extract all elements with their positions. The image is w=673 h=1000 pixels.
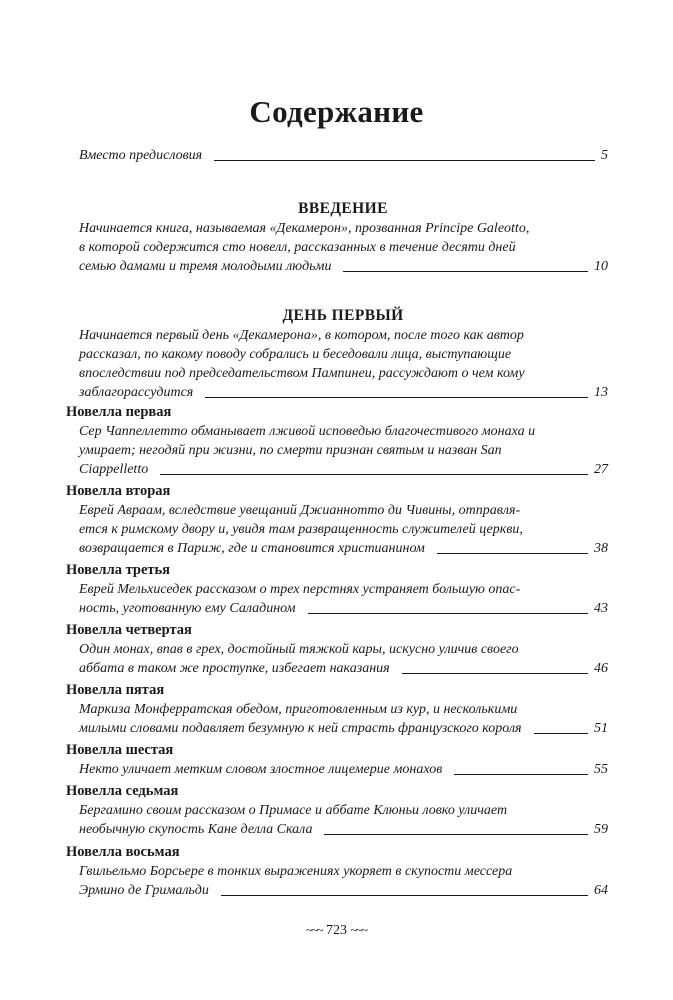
novella-title: Новелла седьмая <box>66 783 179 799</box>
entry-line: Сер Чаппеллетто обманывает лживой исповедью благочестивого монаха и <box>79 424 536 439</box>
dot-leader <box>437 553 588 554</box>
entry-line: Начинается книга, называемая «Декамерон», прозванная Principe Galeotto, <box>79 221 530 236</box>
entry-text: необычную скупость Кане делла Скала <box>79 822 313 837</box>
entry-line: Гвильельмо Борсьере в тонких выражениях укоряет в скупости мессера <box>79 864 513 879</box>
toc-entry-novella-4[interactable] <box>66 621 608 678</box>
section-heading: ВВЕДЕНИЕ <box>298 200 388 217</box>
entry-text: семью дамами и тремя молодыми людьми <box>79 259 332 274</box>
entry-text: Некто уличает метким словом злостное лицемерие монахов <box>79 762 443 777</box>
entry-text: Вместо предисловия <box>79 148 203 163</box>
entry-line: в которой содержится сто новелл, рассказанных в течение десяти дней <box>79 240 516 255</box>
toc-entry-intro[interactable] <box>66 219 608 276</box>
entry-line: Один монах, впав в грех, достойный тяжкой кары, искусно уличив своего <box>79 642 519 657</box>
page-folio <box>0 923 673 939</box>
entry-text: ность, уготованную ему Саладином <box>79 601 296 616</box>
entry-text: заблагорассудится <box>79 385 194 400</box>
toc-entry-preface[interactable] <box>66 146 608 165</box>
dot-leader <box>534 733 588 734</box>
entry-text: возвращается в Париж, где и становится христианином <box>79 541 425 556</box>
dot-leader <box>402 673 588 674</box>
toc-entry-novella-1[interactable] <box>66 403 608 479</box>
novella-title: Новелла первая <box>66 404 172 420</box>
ornament-right-icon: ~~~ <box>350 923 367 938</box>
page-number: 38 <box>594 541 608 556</box>
toc-entry-novella-8[interactable] <box>66 843 608 900</box>
toc-entry-novella-2[interactable] <box>66 482 608 558</box>
entry-line: рассказал, по какому поводу собрались и беседовали лица, выступающие <box>79 347 512 362</box>
toc-entry-day1[interactable] <box>66 326 608 402</box>
entry-text: Эрмино де Гримальди <box>79 883 209 898</box>
page-number: 27 <box>594 462 608 477</box>
entry-line: Начинается первый день «Декамерона», в котором, после того как автор <box>79 328 524 343</box>
page-number: 46 <box>594 661 608 676</box>
page-number: 64 <box>594 883 608 898</box>
dot-leader <box>454 774 588 775</box>
entry-text: милыми словами подавляет безумную к ней страсть французского короля <box>79 721 522 736</box>
page-number: 5 <box>601 148 608 163</box>
folio-number: 723 <box>326 923 347 938</box>
novella-title: Новелла восьмая <box>66 844 180 860</box>
toc-entry-novella-7[interactable] <box>66 782 608 839</box>
entry-line: Маркиза Монферратская обедом, приготовленным из кур, и несколькими <box>79 702 518 717</box>
dot-leader <box>221 895 588 896</box>
dot-leader <box>324 834 588 835</box>
entry-line: впоследствии под председательством Пампинеи, рассуждают о чем кому <box>79 366 525 381</box>
page-number: 43 <box>594 601 608 616</box>
dot-leader <box>160 474 588 475</box>
dot-leader <box>214 160 595 161</box>
novella-title: Новелла пятая <box>66 682 165 698</box>
entry-line: Еврей Мельхиседек рассказом о трех перстнях устраняет большую опас- <box>79 582 521 597</box>
novella-title: Новелла вторая <box>66 483 171 499</box>
entry-line: Еврей Авраам, вследствие увещаний Джианнотто ди Чивины, отправля- <box>79 503 521 518</box>
novella-title: Новелла четвертая <box>66 622 192 638</box>
toc-entry-novella-3[interactable] <box>66 561 608 618</box>
page-number: 10 <box>594 259 608 274</box>
entry-text: Ciappelletto <box>79 462 149 477</box>
page-title: Содержание <box>249 94 424 129</box>
dot-leader <box>343 271 588 272</box>
page-number: 13 <box>594 385 608 400</box>
toc-section-day1 <box>66 306 608 402</box>
toc-section-intro <box>66 199 608 276</box>
dot-leader <box>308 613 588 614</box>
toc-entry-novella-6[interactable] <box>66 741 608 779</box>
novella-title: Новелла третья <box>66 562 171 578</box>
novella-title: Новелла шестая <box>66 742 174 758</box>
entry-line: ется к римскому двору и, увидя там развращенность служителей церкви, <box>79 522 523 537</box>
entry-text: аббата в таком же проступке, избегает наказания <box>79 661 390 676</box>
entry-line: умирает; негодяй при жизни, по смерти признан святым и назван San <box>79 443 502 458</box>
page-number: 59 <box>594 822 608 837</box>
section-heading: ДЕНЬ ПЕРВЫЙ <box>282 307 404 324</box>
dot-leader <box>205 397 588 398</box>
page-number: 55 <box>594 762 608 777</box>
ornament-left-icon: ~~~ <box>306 923 323 938</box>
toc-entry-novella-5[interactable] <box>66 681 608 738</box>
entry-line: Бергамино своим рассказом о Примасе и аббате Клюньи ловко уличает <box>79 803 508 818</box>
page-number: 51 <box>594 721 608 736</box>
